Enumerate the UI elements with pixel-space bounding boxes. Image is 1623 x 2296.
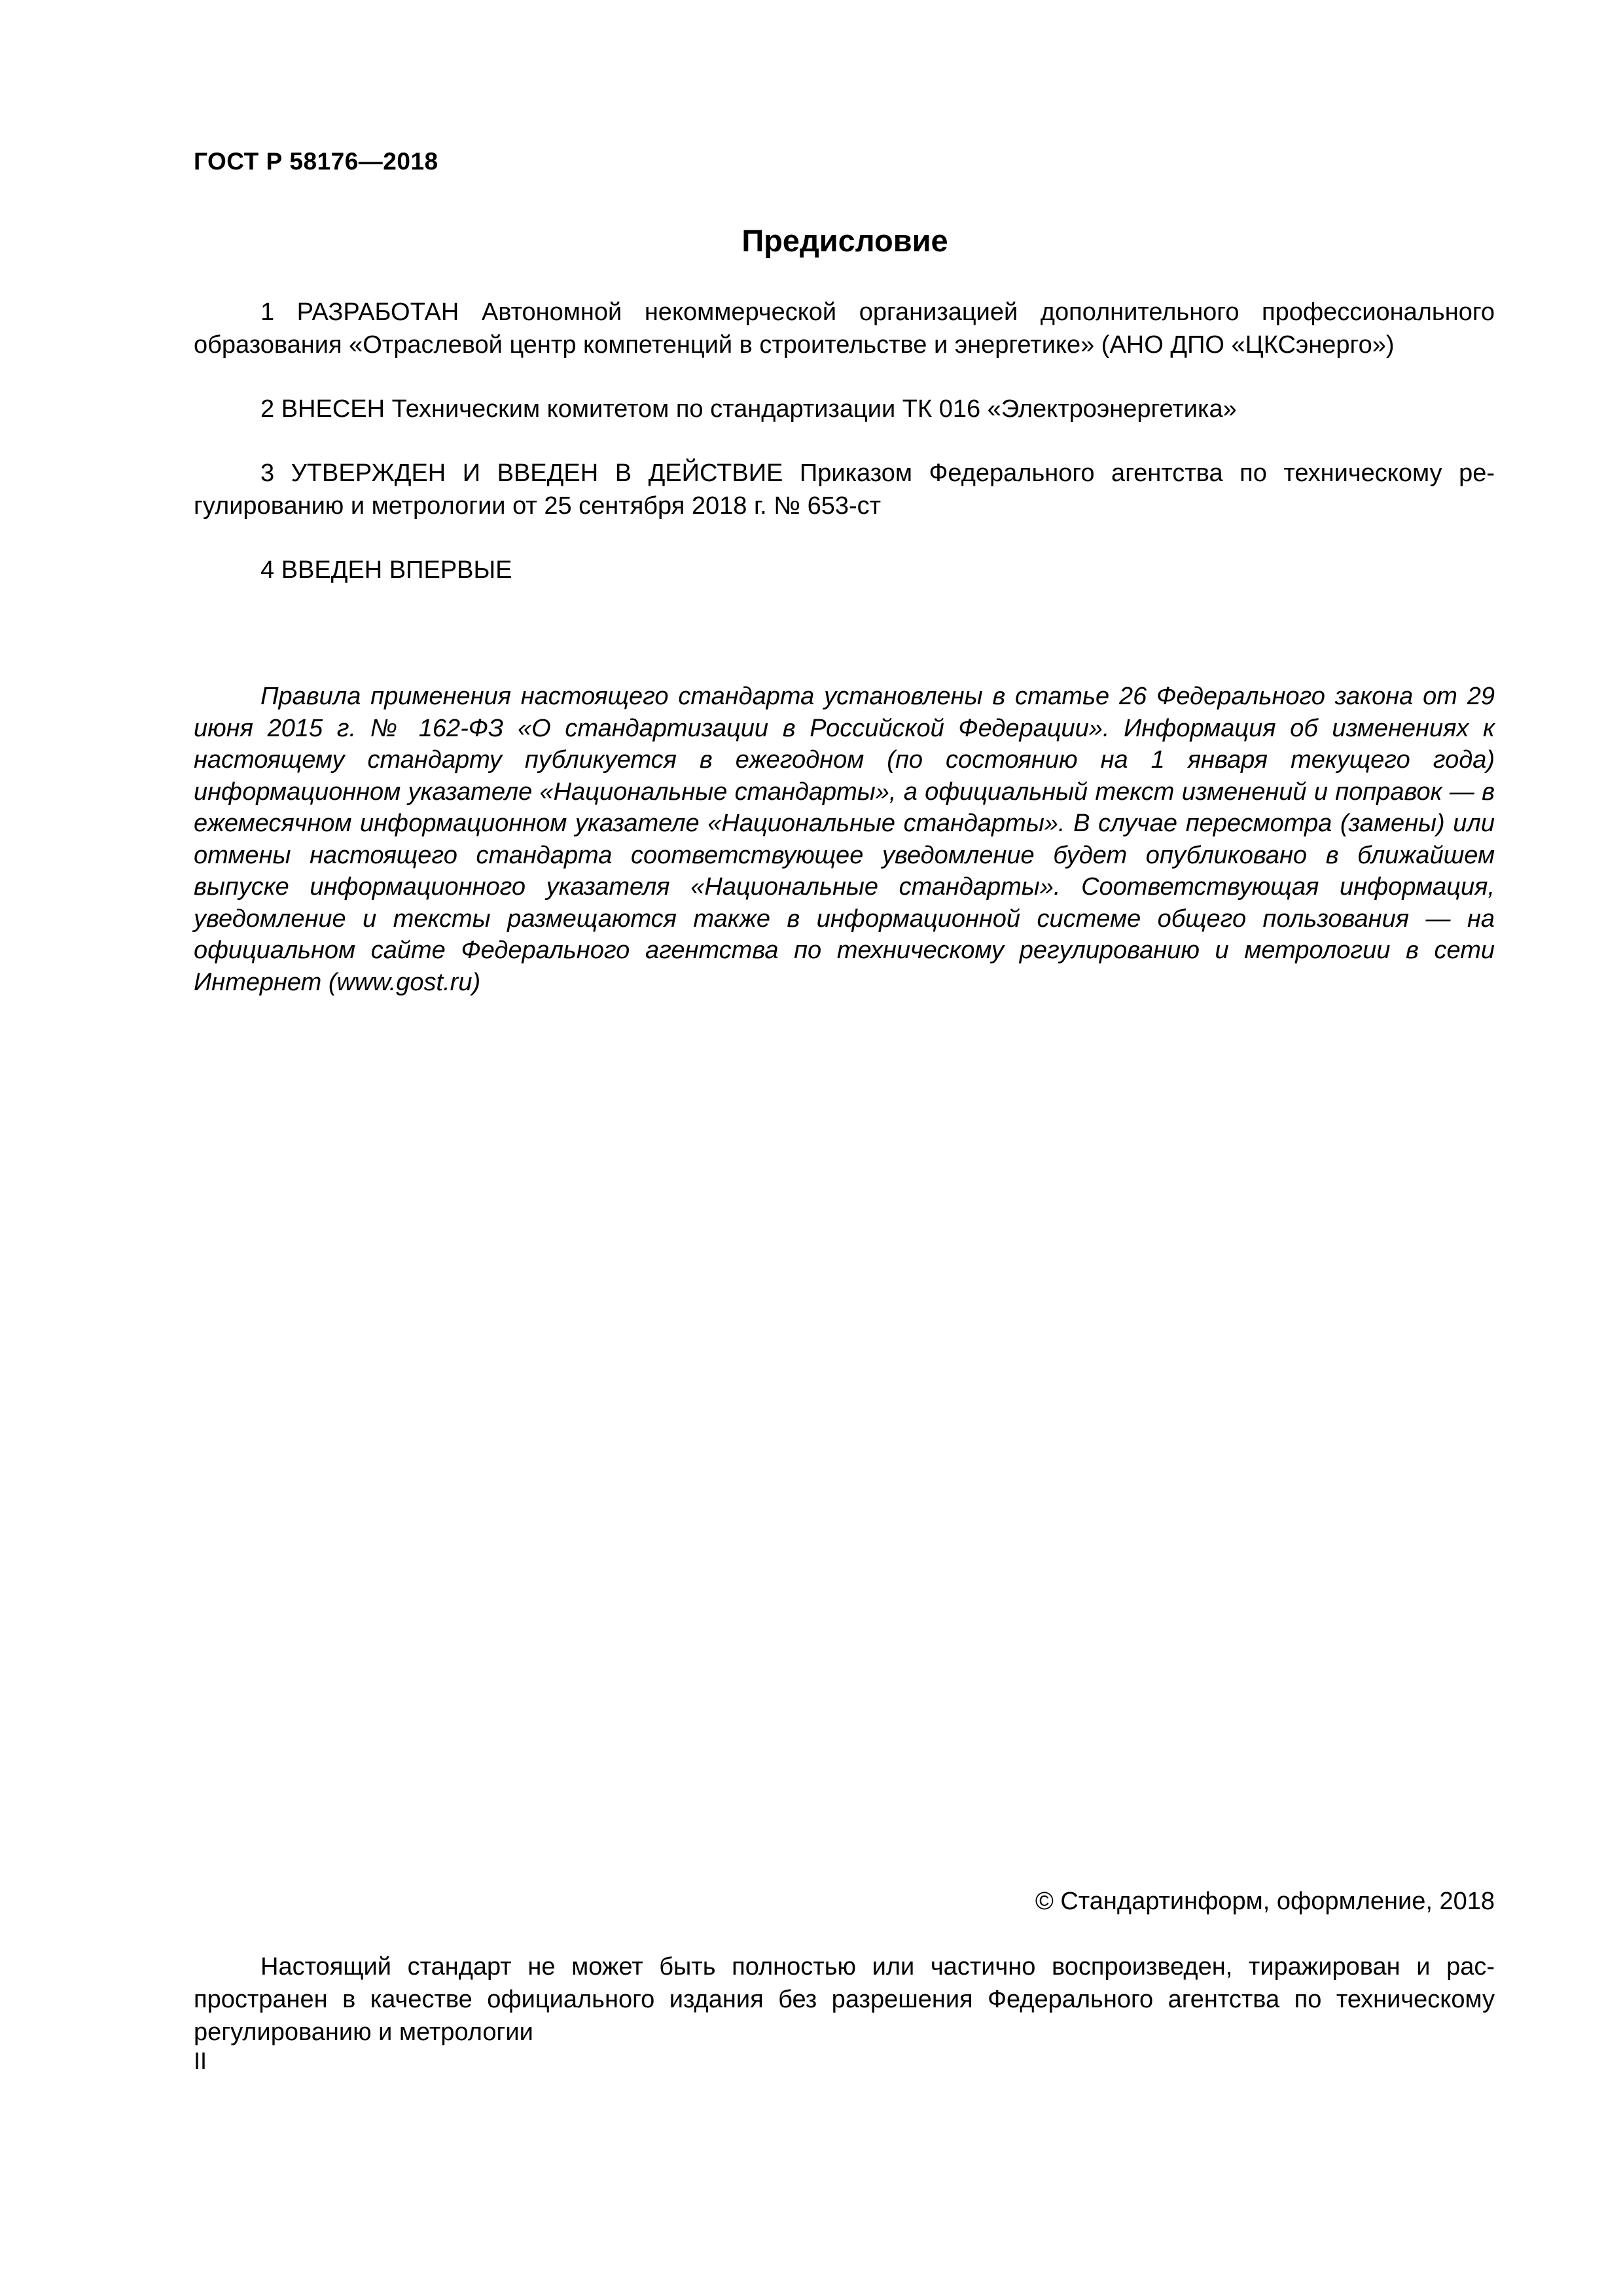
- foreword-item-3: 3 УТВЕРЖДЕН И ВВЕДЕН В ДЕЙСТВИЕ Приказом Федерального агентства по техническому регулированию и метрологии от 25 сентября 2018 г. № 653-ст: [194, 459, 1495, 520]
- reproduction-notice: Настоящий стандарт не может быть полностью или частично воспроизведен, тиражирован и распространен в качестве официального издания без разрешения Федерального агентства по техническому регулированию и метрологии: [194, 1953, 1495, 2046]
- page-number: II: [194, 2047, 207, 2074]
- copyright-line: © Стандартинформ, оформление, 2018: [1035, 1888, 1495, 1915]
- foreword-item-4: 4 ВВЕДЕН ВПЕРВЫЕ: [260, 556, 512, 584]
- foreword-item-1: 1 РАЗРАБОТАН Автономной некоммерческой организацией дополнительного профессионального образования «Отраслевой центр компетенций в строительстве и энергетике» (АНО ДПО «ЦКСэнерго»): [194, 298, 1495, 359]
- standard-designation: ГОСТ Р 58176—2018: [194, 148, 438, 175]
- page-title: Предисловие: [741, 223, 948, 258]
- application-rules-note: Правила применения настоящего стандарта установлены в статье 26 Федерального закона от 29 июня 2015 г. № 162-ФЗ «О стандартизации в Российской Федерации». Информация об изменениях к настоящему стандарту публикуется в ежегодном (по состоянию на 1 января текущего года) информационном указателе «Национальные стандарты», а официальный текст изменений и поправок — в ежемесячном информационном указателе «Национальные стандарты». В случае пересмотра (замены) или отмены настоящего стандарта соответствующее уведомление будет опубликовано в ближайшем выпуске информационного указателя «Национальные стандарты». Соответствующая информация, уведомление и тексты размещаются также в информационной системе общего пользования — на официальном сайте Федерального агентства по техническому регулированию и метрологии в сети Интернет (www.gost.ru): [194, 683, 1495, 996]
- foreword-item-2: 2 ВНЕСЕН Техническим комитетом по стандартизации ТК 016 «Электроэнергетика»: [260, 395, 1237, 423]
